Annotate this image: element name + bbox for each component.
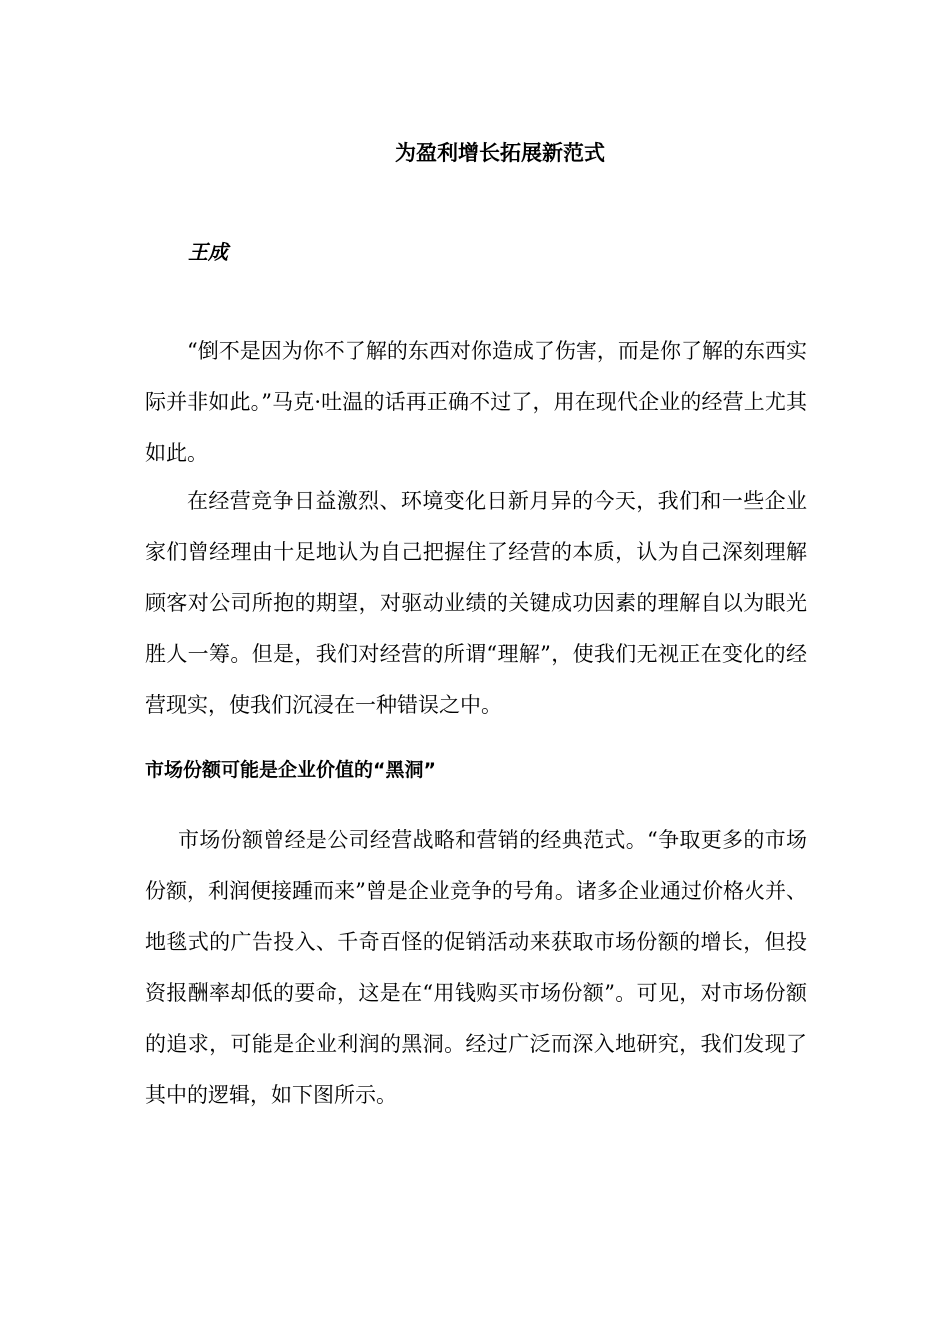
paragraph-intro-quote: “倒不是因为你不了解的东西对你造成了伤害，而是你了解的东西实际并非如此。”马克·吐温的话再正确不过了，用在现代企业的经营上尤其如此。	[145, 339, 807, 465]
section-paragraph: 市场份额曾经是公司经营战略和营销的经典范式。“争取更多的市场份额，利润便接踵而来”曾是企业竞争的号角。诸多企业通过价格火并、地毯式的广告投入、千奇百怪的促销活动来获取市场份额的增长，但投资报酬率却低的要命，这是在“用钱购买市场份额”。可见，对市场份额的追求，可能是企业利润的黑洞。经过广泛而深入地研究，我们发现了其中的逻辑，如下图所示。	[145, 828, 807, 1107]
author-name: 王成	[188, 240, 228, 264]
paragraph-intro-context: 在经营竞争日益激烈、环境变化日新月异的今天，我们和一些企业家们曾经理由十足地认为自己把握住了经营的本质，认为自己深刻理解顾客对公司所抱的期望，对驱动业绩的关键成功因素的理解自以为眼光胜人一筹。但是，我们对经营的所谓“理解”，使我们无视正在变化的经营现实，使我们沉浸在一种错误之中。	[145, 489, 807, 717]
document-title: 为盈利增长拓展新范式	[395, 141, 605, 165]
section-heading: 市场份额可能是企业价值的“黑洞”	[145, 759, 436, 781]
